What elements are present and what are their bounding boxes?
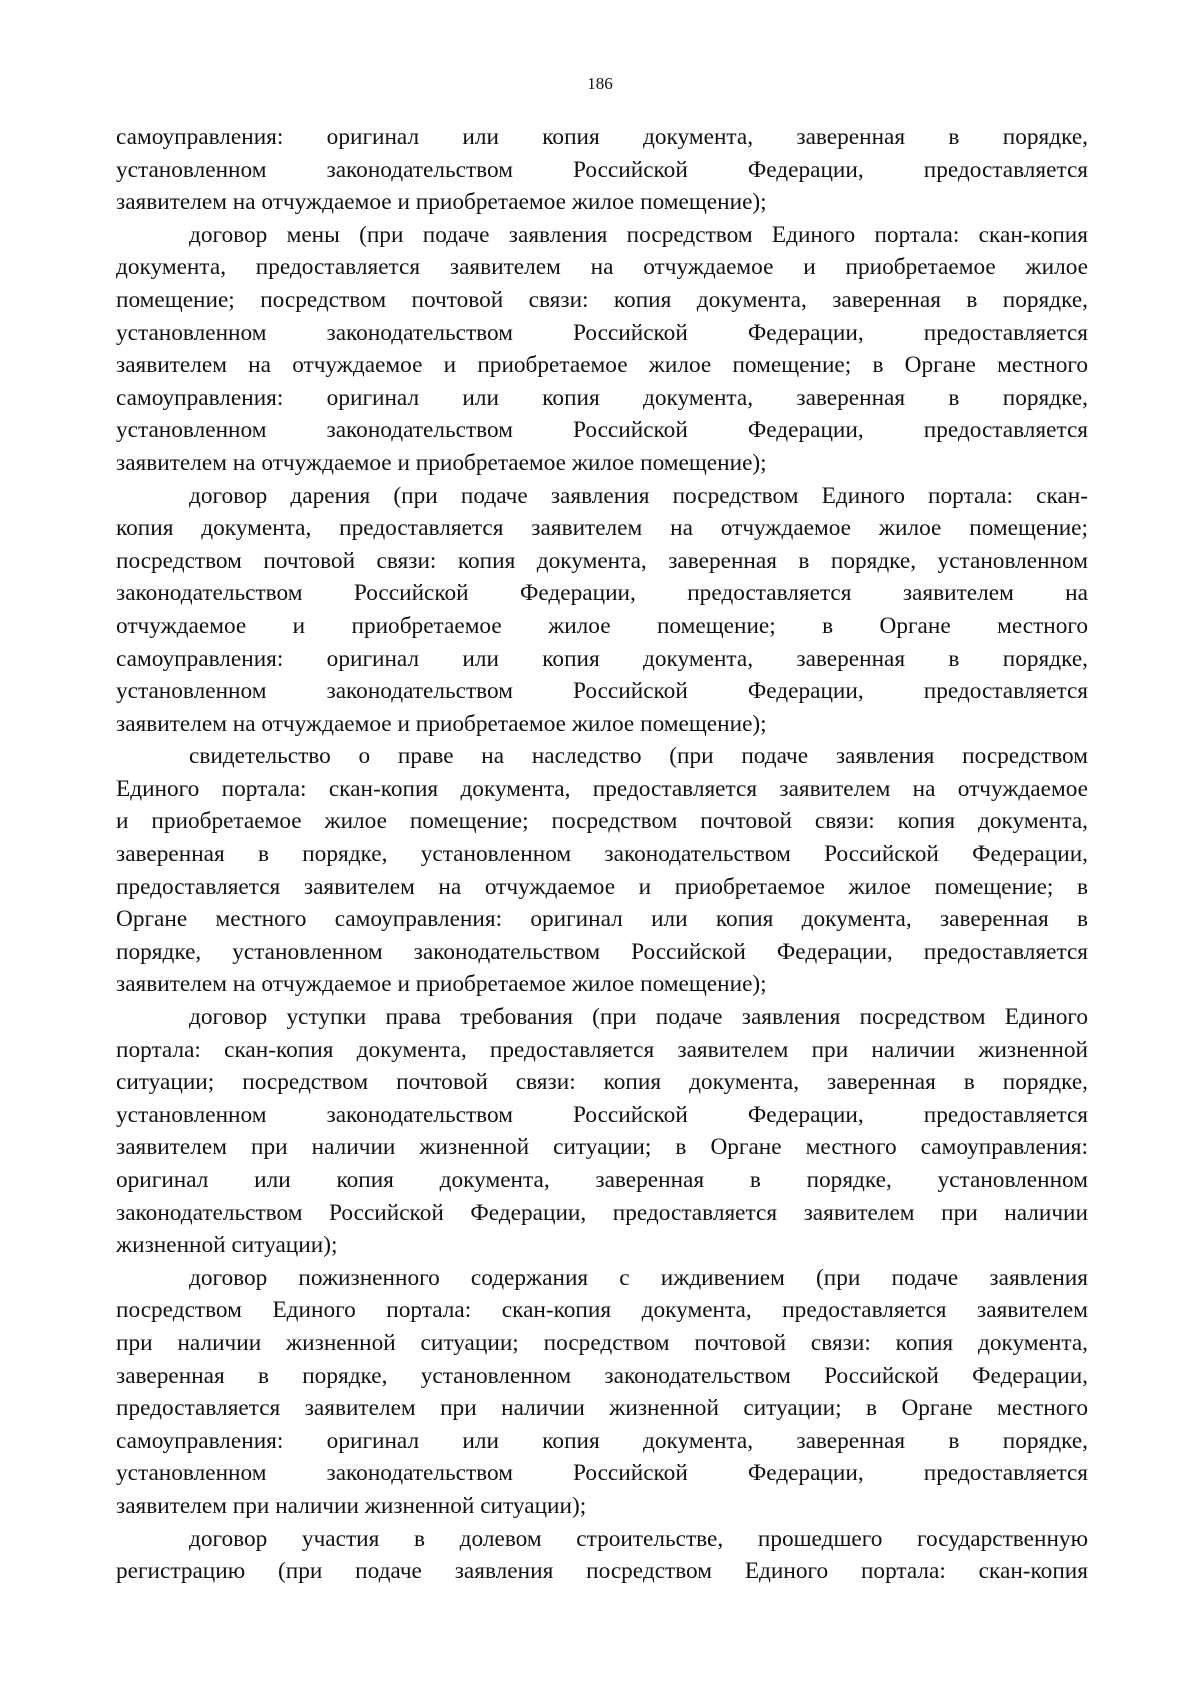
text-line: установленном законодательством Российской Федерации, предоставляется <box>116 678 1088 705</box>
text-line: заявителем на отчуждаемое и приобретаемое жилое помещение); <box>116 189 767 216</box>
text-line: законодательством Российской Федерации, предоставляется заявителем при наличии <box>116 1199 1088 1226</box>
paragraph-first-line: договор пожизненного содержания с иждивением (при подаче заявления <box>189 1264 1088 1291</box>
text-line: помещение; посредством почтовой связи: копия документа, заверенная в порядке, <box>116 286 1088 313</box>
text-line: установленном законодательством Российской Федерации, предоставляется <box>116 156 1088 183</box>
text-line: порядке, установленном законодательством Российской Федерации, предоставляется <box>116 938 1088 965</box>
text-line: заявителем на отчуждаемое и приобретаемое жилое помещение; в Органе местного <box>116 352 1088 379</box>
text-line: установленном законодательством Российской Федерации, предоставляется <box>116 417 1088 444</box>
text-line: документа, предоставляется заявителем на отчуждаемое и приобретаемое жилое <box>116 254 1088 281</box>
text-line: установленном законодательством Российской Федерации, предоставляется <box>116 1101 1088 1128</box>
text-line: предоставляется заявителем на отчуждаемое и приобретаемое жилое помещение; в <box>116 873 1088 900</box>
paragraph-first-line: договор дарения (при подаче заявления посредством Единого портала: скан- <box>189 482 1088 509</box>
paragraph-first-line: договор мены (при подаче заявления посредством Единого портала: скан-копия <box>189 221 1088 248</box>
text-line: Органе местного самоуправления: оригинал или копия документа, заверенная в <box>116 906 1088 933</box>
text-line: регистрацию (при подаче заявления посредством Единого портала: скан-копия <box>116 1558 1088 1585</box>
text-line: заверенная в порядке, установленном законодательством Российской Федерации, <box>116 841 1088 868</box>
text-line: при наличии жизненной ситуации; посредством почтовой связи: копия документа, <box>116 1329 1088 1356</box>
text-line: самоуправления: оригинал или копия документа, заверенная в порядке, <box>116 1427 1088 1454</box>
text-line: заявителем на отчуждаемое и приобретаемое жилое помещение); <box>116 449 767 476</box>
text-line: самоуправления: оригинал или копия документа, заверенная в порядке, <box>116 645 1088 672</box>
text-line: установленном законодательством Российской Федерации, предоставляется <box>116 1460 1088 1487</box>
text-line: заявителем при наличии жизненной ситуации; в Органе местного самоуправления: <box>116 1134 1088 1161</box>
text-line: самоуправления: оригинал или копия документа, заверенная в порядке, <box>116 384 1088 411</box>
document-body <box>116 121 1088 1588</box>
text-line: и приобретаемое жилое помещение; посредством почтовой связи: копия документа, <box>116 808 1088 835</box>
text-line: посредством Единого портала: скан-копия документа, предоставляется заявителем <box>116 1297 1088 1324</box>
text-line: Единого портала: скан-копия документа, предоставляется заявителем на отчуждаемое <box>116 775 1088 802</box>
text-line: ситуации; посредством почтовой связи: копия документа, заверенная в порядке, <box>116 1069 1088 1096</box>
page-number: 186 <box>587 74 613 93</box>
text-line: копия документа, предоставляется заявителем на отчуждаемое жилое помещение; <box>116 515 1088 542</box>
text-line: законодательством Российской Федерации, предоставляется заявителем на <box>116 580 1088 607</box>
text-line: заявителем при наличии жизненной ситуации); <box>116 1492 587 1519</box>
text-line: портала: скан-копия документа, предоставляется заявителем при наличии жизненной <box>116 1036 1088 1063</box>
paragraph-first-line: договор участия в долевом строительстве, прошедшего государственную <box>189 1525 1088 1552</box>
paragraph-first-line: договор уступки права требования (при подаче заявления посредством Единого <box>189 1004 1088 1031</box>
text-line: самоуправления: оригинал или копия документа, заверенная в порядке, <box>116 124 1088 150</box>
text-line: заявителем на отчуждаемое и приобретаемое жилое помещение); <box>116 710 767 737</box>
text-line: отчуждаемое и приобретаемое жилое помещение; в Органе местного <box>116 612 1088 639</box>
text-line: заверенная в порядке, установленном законодательством Российской Федерации, <box>116 1362 1088 1389</box>
paragraph-first-line: свидетельство о праве на наследство (при подаче заявления посредством <box>189 743 1088 770</box>
text-line: посредством почтовой связи: копия документа, заверенная в порядке, установленном <box>116 547 1088 574</box>
text-line: оригинал или копия документа, заверенная в порядке, установленном <box>116 1167 1088 1193</box>
text-line: предоставляется заявителем при наличии жизненной ситуации; в Органе местного <box>116 1395 1088 1422</box>
text-line: установленном законодательством Российской Федерации, предоставляется <box>116 319 1088 346</box>
text-line: заявителем на отчуждаемое и приобретаемое жилое помещение); <box>116 971 767 998</box>
text-line: жизненной ситуации); <box>116 1232 338 1259</box>
